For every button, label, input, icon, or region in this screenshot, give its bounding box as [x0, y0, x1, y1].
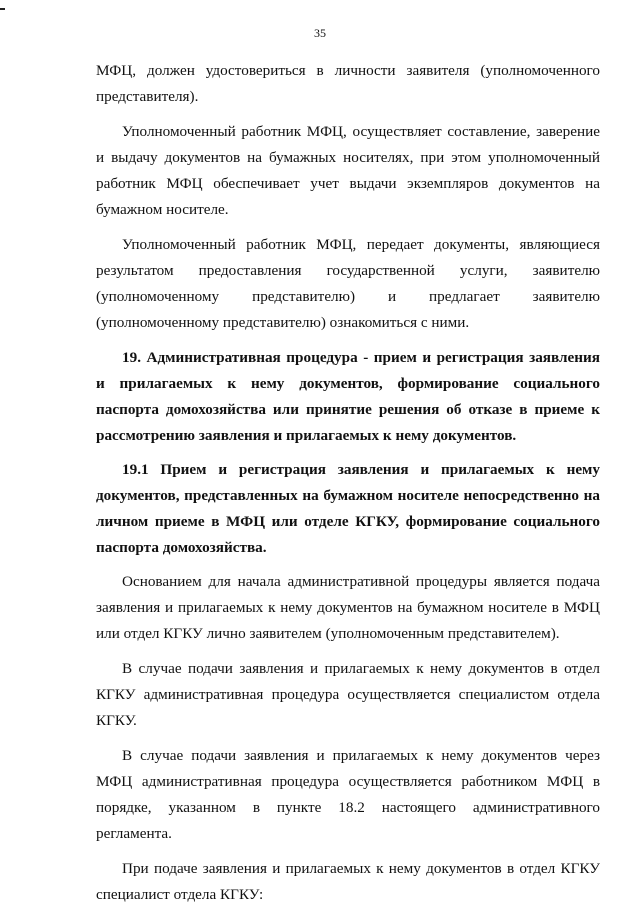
- paragraph-document-handover: Уполномоченный работник МФЦ, передает документы, являющиеся результатом предоставления государственной услуги, заявителю (уполномоченному представителю) и предлагает заявителю (уполномоченному представителю) ознакомиться с ними.: [96, 236, 600, 331]
- subsection-heading-19-1: 19.1 Прием и регистрация заявления и прилагаемых к нему документов, представленных на бумажном носителе непосредственно на личном приеме в МФЦ или отделе КГКУ, формирование социального паспорта домохозяйства.: [96, 461, 600, 556]
- paragraph-kgku-submission: В случае подачи заявления и прилагаемых к нему документов в отдел КГКУ административная процедура осуществляется специалистом отдела КГКУ.: [96, 660, 600, 729]
- document-body: [96, 58, 600, 917]
- paragraph-identity-check: МФЦ, должен удостовериться в личности заявителя (уполномоченного представителя).: [96, 62, 600, 105]
- paragraph-kgku-specialist: При подаче заявления и прилагаемых к нему документов в отдел КГКУ специалист отдела КГКУ:: [96, 860, 600, 903]
- scan-edge-mark: [0, 8, 5, 10]
- page-number: 35: [314, 26, 326, 40]
- paragraph-mfc-submission: В случае подачи заявления и прилагаемых к нему документов через МФЦ административная процедура осуществляется работником МФЦ в порядке, указанном в пункте 18.2 настоящего административного регламента.: [96, 747, 600, 842]
- paragraph-procedure-basis: Основанием для начала административной процедуры является подача заявления и прилагаемых к нему документов на бумажном носителе в МФЦ или отдел КГКУ лично заявителем (уполномоченным представителем).: [96, 573, 600, 642]
- paragraph-document-issuance: Уполномоченный работник МФЦ, осуществляет составление, заверение и выдачу документов на бумажных носителях, при этом уполномоченный работник МФЦ обеспечивает учет выдачи экземпляров документов на бумажном носителе.: [96, 123, 600, 218]
- section-heading-19: 19. Административная процедура - прием и регистрация заявления и прилагаемых к нему документов, формирование социального паспорта домохозяйства или принятие решения об отказе в приеме к рассмотрению заявления и прилагаемых к нему документов.: [96, 349, 600, 444]
